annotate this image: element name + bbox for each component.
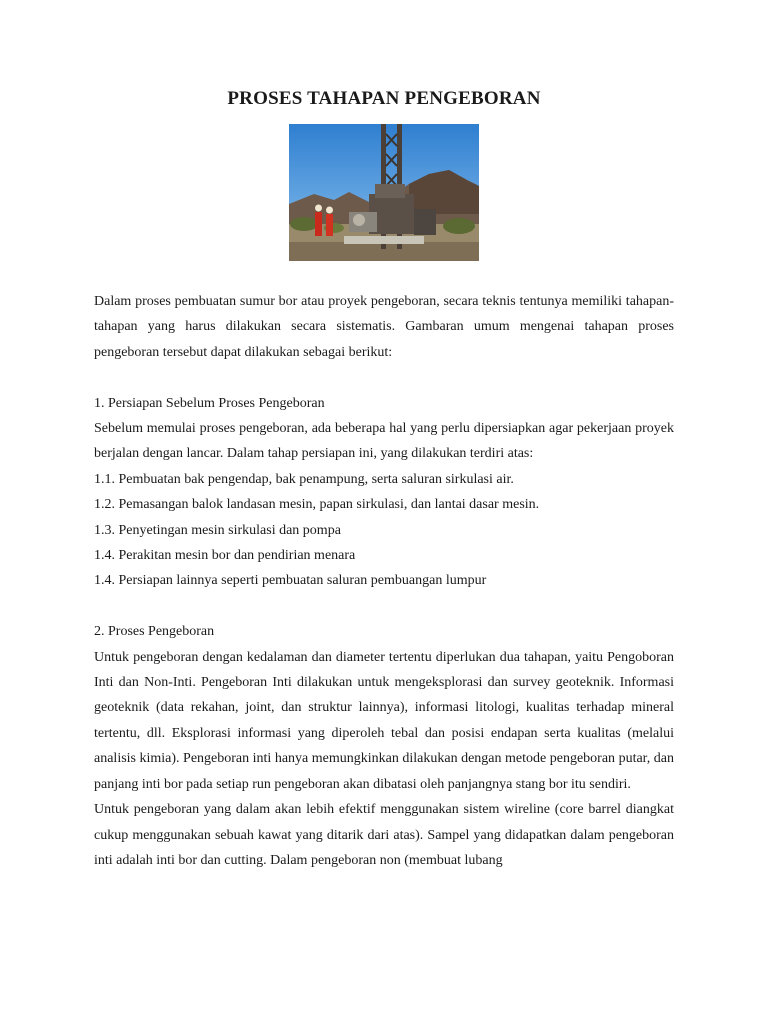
- section-2-paragraph-1: Untuk pengeboran dengan kedalaman dan diameter tertentu diperlukan dua tahapan, yaitu Pengoboran Inti dan Non-Inti. Pengeboran Inti dilakukan untuk mengeksplorasi dan survey geoteknik. Informasi geoteknik (data rekahan, joint, dan struktur lainnya), informasi litologi, kualitas terhadap mineral tertentu, dll. Eksplorasi informasi yang diperoleh tebal dan posisi endapan serta kualitas (melalui analisis kimia). Pengeboran inti hanya memungkinkan dilakukan dengan metode pengeboran putar, dan panjang inti bor pada setiap run pengeboran akan dibatasi oleh panjangnya stang bor itu sendiri.: [94, 649, 674, 792]
- list-item: 1.4. Perakitan mesin bor dan pendirian menara: [94, 548, 356, 564]
- list-item: 1.2. Pemasangan balok landasan mesin, papan sirkulasi, dan lantai dasar mesin.: [94, 497, 540, 513]
- list-item: 1.3. Penyetingan mesin sirkulasi dan pompa: [94, 522, 341, 538]
- list-item: 1.4. Persiapan lainnya seperti pembuatan saluran pembuangan lumpur: [94, 573, 487, 589]
- section-1-paragraph: Sebelum memulai proses pengeboran, ada beberapa hal yang perlu dipersiapkan agar pekerjaan proyek berjalan dengan lancar. Dalam tahap persiapan ini, yang dilakukan terdiri atas:: [94, 421, 674, 462]
- document-body: [94, 289, 674, 873]
- section-2-heading: 2. Proses Pengeboran: [94, 624, 215, 640]
- drilling-rig-photo: [289, 124, 479, 261]
- section-2-paragraph-2: Untuk pengeboran yang dalam akan lebih efektif menggunakan sistem wireline (core barrel diangkat cukup menggunakan sebuah kawat yang ditarik dari atas). Sampel yang didapatkan dalam pengeboran inti adalah inti bor dan cutting. Dalam pengeboran non (membuat lubang: [94, 802, 674, 868]
- intro-paragraph: Dalam proses pembuatan sumur bor atau proyek pengeboran, secara teknis tentunya memiliki tahapan-tahapan yang harus dilakukan secara sistematis. Gambaran umum mengenai tahapan proses pengeboran tersebut dapat dilakukan sebagai berikut:: [94, 294, 674, 360]
- document-title: PROSES TAHAPAN PENGEBORAN: [227, 88, 541, 109]
- section-1-heading: 1. Persiapan Sebelum Proses Pengeboran: [94, 395, 325, 411]
- list-item: 1.1. Pembuatan bak pengendap, bak penampung, serta saluran sirkulasi air.: [94, 471, 514, 487]
